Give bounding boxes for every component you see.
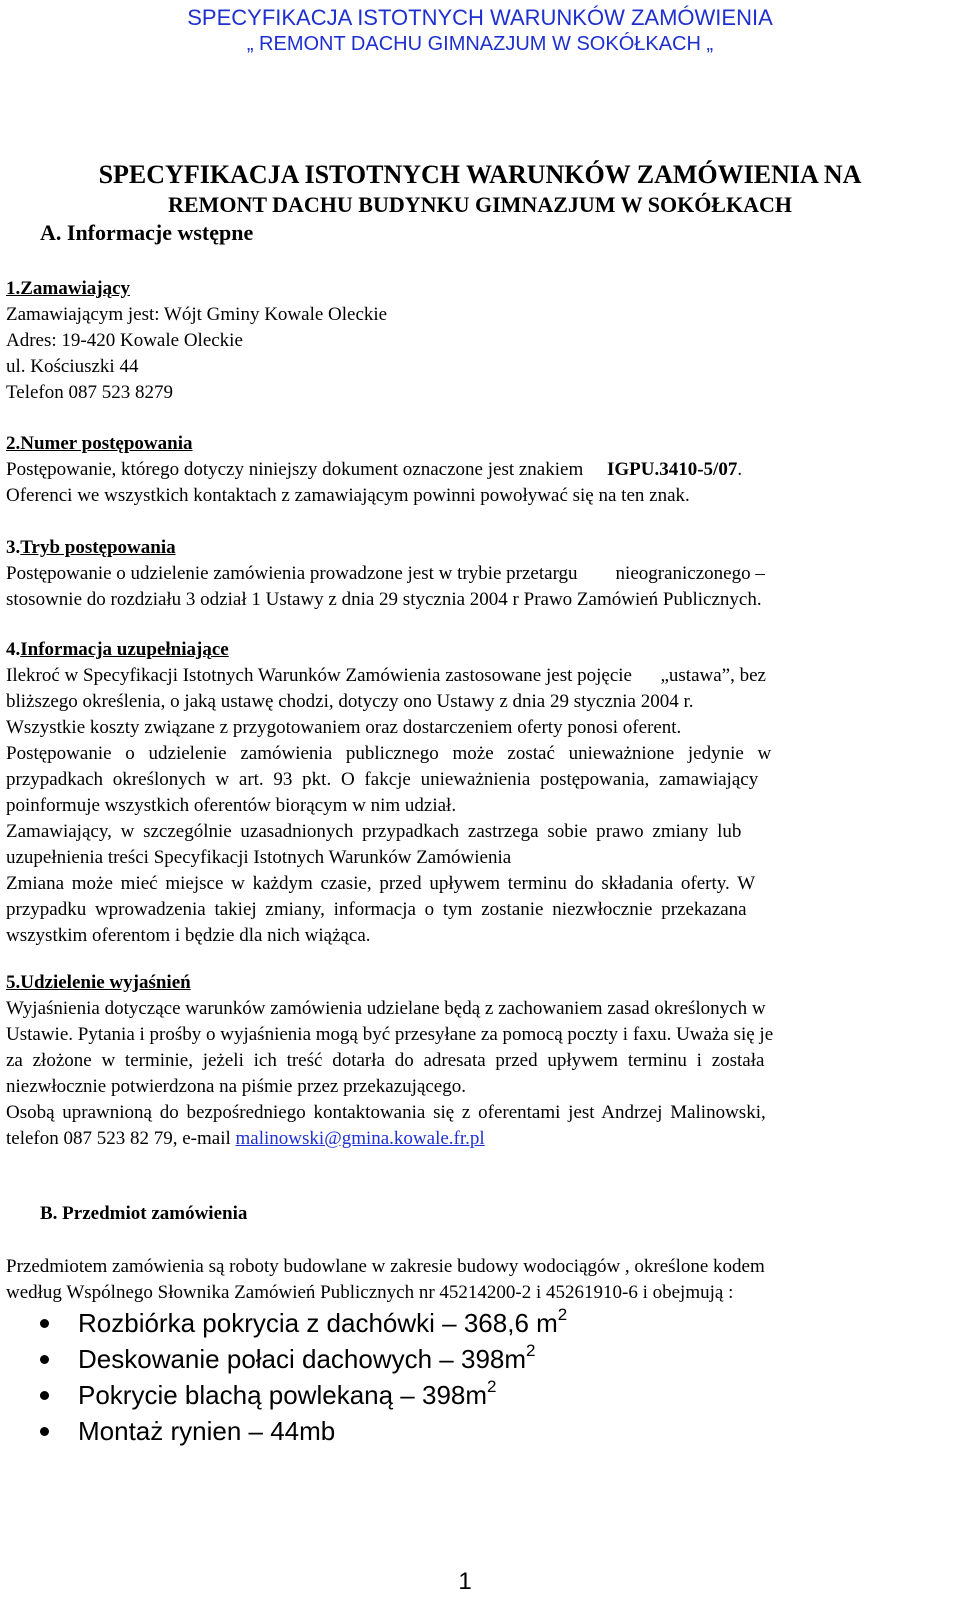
procedure-mode-line: stosownie do rozdziału 3 odział 1 Ustawy z dnia 29 stycznia 2004 r Prawo Zamówień Publicznych. [6, 589, 762, 610]
works-item-text: Montaż rynien – 44mb [78, 1416, 336, 1446]
section-b-heading: B. Przedmiot zamówienia [40, 1203, 248, 1224]
section-clarifications [6, 970, 930, 1152]
clarifications-contact-line [6, 1126, 930, 1152]
page-number: 1 [458, 1568, 472, 1595]
clarifications-line: Wyjaśnienia dotyczące warunków zamówienia udzielane będą z zachowaniem zasad określonych w [6, 998, 766, 1019]
ordering-party-line: Telefon 087 523 8279 [6, 382, 174, 403]
ordering-party-heading: 1.Zamawiający [6, 278, 131, 299]
additional-info-line: Wszystkie koszty związane z przygotowaniem oraz dostarczeniem oferty ponosi oferent. [6, 717, 682, 738]
contact-phone-text: telefon 087 523 82 79, e-mail [6, 1128, 236, 1149]
running-header-subtitle: „ REMONT DACHU GIMNAZJUM W SOKÓŁKACH „ [246, 33, 714, 55]
procedure-number-line [6, 457, 930, 483]
clarifications-line: Ustawie. Pytania i prośby o wyjaśnienia mogą być przesyłane za pomocą poczty i faxu. Uważa się je [6, 1024, 774, 1045]
procedure-mode-line: Postępowanie o udzielenie zamówienia prowadzone jest w trybie przetargu nieograniczonego – [6, 563, 765, 584]
procedure-number-text: Postępowanie, którego dotyczy niniejszy dokument oznaczone jest znakiem [6, 459, 584, 480]
running-header-title: SPECYFIKACJA ISTOTNYCH WARUNKÓW ZAMÓWIENIA [187, 5, 773, 30]
ordering-party-line: Zamawiającym jest: Wójt Gminy Kowale Oleckie [6, 304, 388, 325]
procedure-code: IGPU.3410-5/07 [606, 459, 738, 480]
additional-info-title: Informacja uzupełniające [20, 639, 229, 660]
works-list [38, 1305, 567, 1449]
ordering-party-line: Adres: 19-420 Kowale Oleckie [6, 330, 243, 351]
works-list-item [38, 1305, 567, 1341]
additional-info-line: Ilekroć w Specyfikacji Istotnych Warunków Zamówienia zastosowane jest pojęcie „ustawa”, bez [6, 665, 766, 686]
procedure-mode-title: Tryb postępowania [20, 537, 176, 558]
ordering-party-line: ul. Kościuszki 44 [6, 356, 139, 377]
procedure-mode-heading [6, 535, 930, 561]
works-item-text: Rozbiórka pokrycia z dachówki – 368,6 m [78, 1308, 558, 1338]
additional-info-number: 4. [6, 639, 21, 660]
additional-info-line: Zamawiający, w szczególnie uzasadnionych przypadkach zastrzega sobie prawo zmiany lub [6, 821, 742, 842]
bullet-icon [40, 1319, 49, 1328]
works-item-text: Deskowanie połaci dachowych – 398m [78, 1344, 527, 1374]
additional-info-heading [6, 637, 930, 663]
works-list-item [38, 1413, 567, 1449]
section-procedure-number [6, 431, 930, 509]
additional-info-line: Postępowanie o udzielenie zamówienia publicznego może zostać unieważnione jedynie w [6, 743, 772, 764]
bullet-icon [40, 1355, 49, 1364]
additional-info-line: przypadkach określonych w art. 93 pkt. O fakcje unieważnienia postępowania, zamawiający [6, 769, 759, 790]
subject-intro [6, 1254, 930, 1306]
section-procedure-mode [6, 535, 930, 613]
bullet-icon [40, 1427, 49, 1436]
section-additional-info [6, 637, 930, 949]
works-list-item [38, 1377, 567, 1413]
subject-intro-line: według Wspólnego Słownika Zamówień Publicznych nr 45214200-2 i 45261910-6 i obejmują : [6, 1282, 734, 1303]
document-title-line2: REMONT DACHU BUDYNKU GIMNAZJUM W SOKÓŁKACH [168, 192, 792, 217]
contact-email-link[interactable]: malinowski@gmina.kowale.fr.pl [235, 1128, 485, 1149]
section-a-heading: A. Informacje wstępne [40, 220, 254, 245]
procedure-number-heading: 2.Numer postępowania [6, 433, 193, 454]
procedure-mode-number: 3. [6, 537, 21, 558]
additional-info-line: Zmiana może mieć miejsce w każdym czasie, przed upływem terminu do składania oferty. W [6, 873, 756, 894]
works-item-unit-exponent: 2 [557, 1305, 568, 1324]
works-item-unit-exponent: 2 [526, 1341, 536, 1360]
clarifications-line: za złożone w terminie, jeżeli ich treść dotarła do adresata przed upływem terminu i została [6, 1050, 765, 1071]
additional-info-line: przypadku wprowadzenia takiej zmiany, informacja o tym zostanie niezwłocznie przekazana [6, 899, 747, 920]
clarifications-line: niezwłocznie potwierdzona na piśmie przez przekazującego. [6, 1076, 466, 1097]
additional-info-line: wszystkim oferentom i będzie dla nich wiążąca. [6, 925, 371, 946]
procedure-number-end: . [737, 459, 743, 480]
additional-info-line: uzupełnienia treści Specyfikacji Istotnych Warunków Zamówienia [6, 847, 512, 868]
works-item-text: Pokrycie blachą powlekaną – 398m [78, 1380, 488, 1410]
clarifications-heading: 5.Udzielenie wyjaśnień [6, 972, 191, 993]
additional-info-line: poinformuje wszystkich oferentów biorącym w nim udział. [6, 795, 457, 816]
works-list-item [38, 1341, 567, 1377]
document-title-line1: SPECYFIKACJA ISTOTNYCH WARUNKÓW ZAMÓWIENIA NA [98, 160, 862, 189]
additional-info-line: bliższego określenia, o jaką ustawę chodzi, dotyczy ono Ustawy z dnia 29 stycznia 2004 r. [6, 691, 694, 712]
bullet-icon [40, 1391, 49, 1400]
procedure-number-note: Oferenci we wszystkich kontaktach z zamawiającym powinni powoływać się na ten znak. [6, 485, 690, 506]
works-item-unit-exponent: 2 [487, 1377, 497, 1396]
section-ordering-party [6, 276, 930, 406]
clarifications-line: Osobą uprawnioną do bezpośredniego kontaktowania się z oferentami jest Andrzej Malinowski, [6, 1102, 766, 1123]
subject-intro-line: Przedmiotem zamówienia są roboty budowlane w zakresie budowy wodociągów , określone kodem [6, 1256, 765, 1277]
